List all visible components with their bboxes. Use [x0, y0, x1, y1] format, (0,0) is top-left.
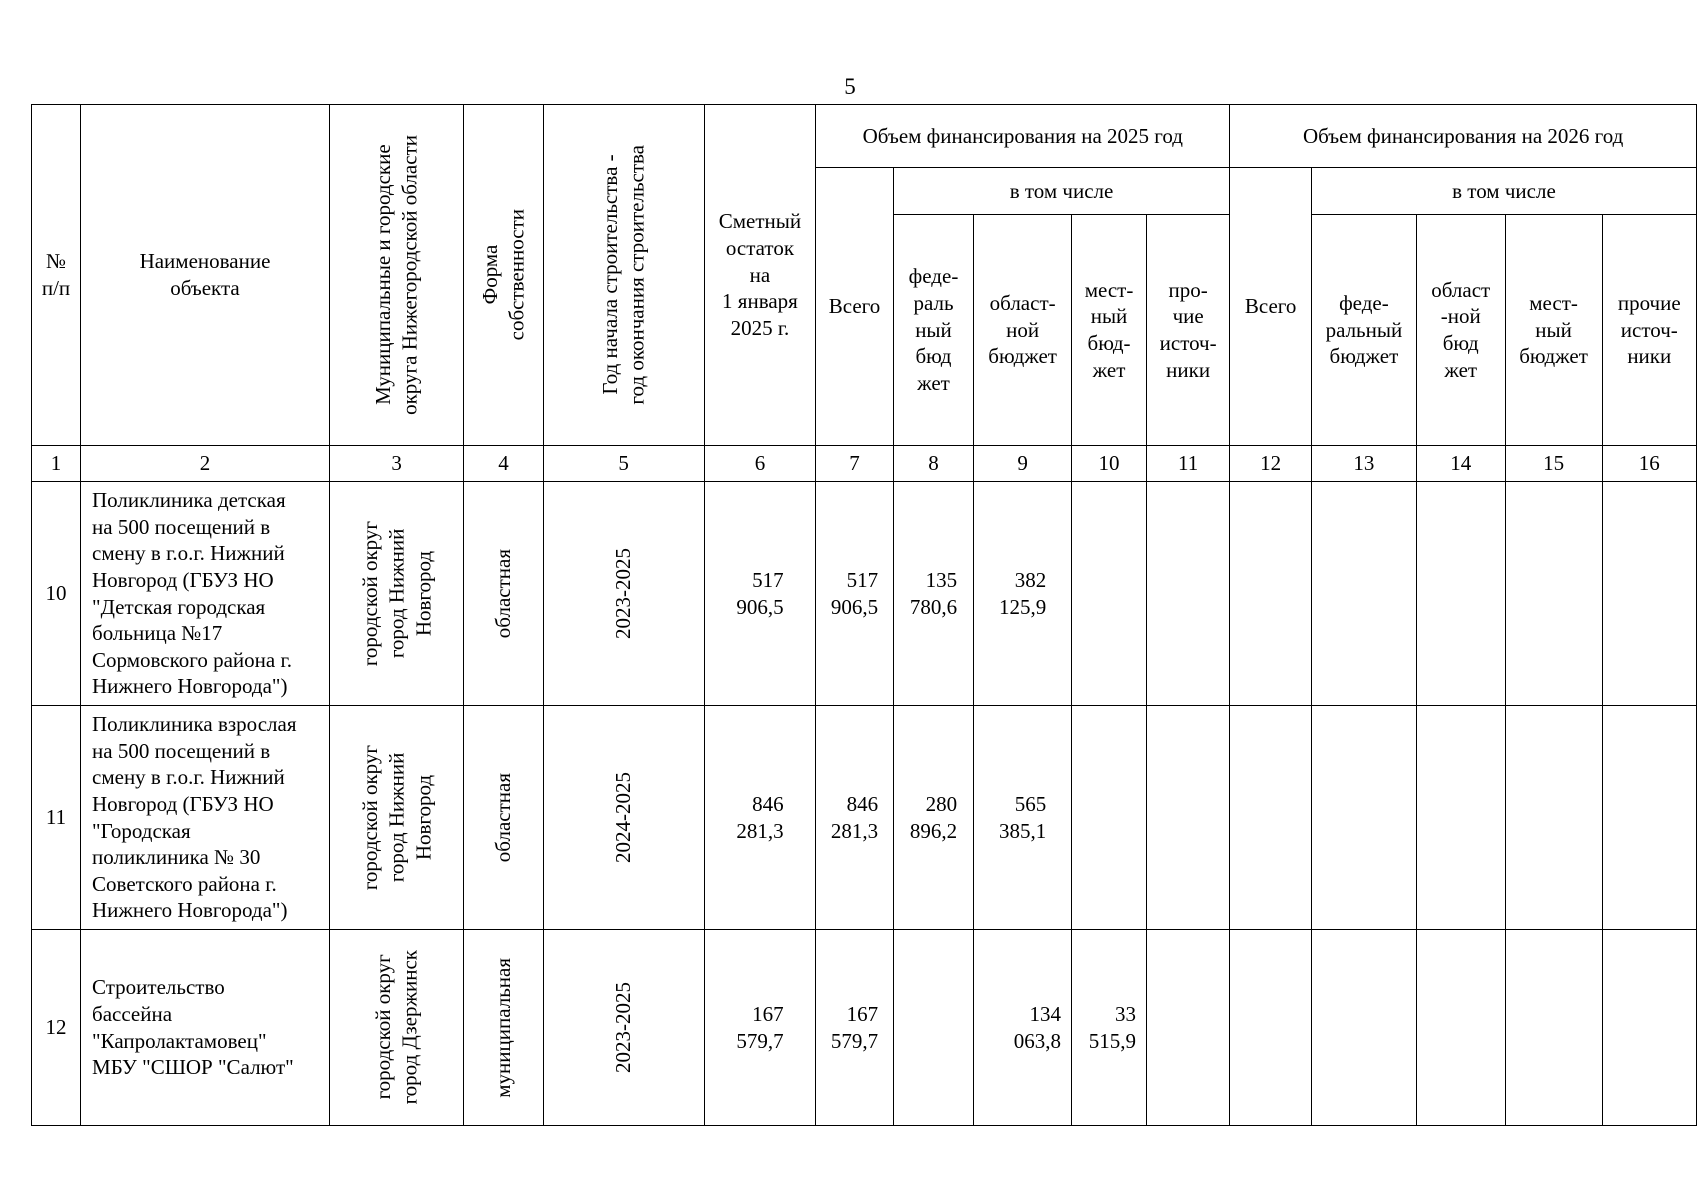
total-2026 — [1230, 930, 1312, 1126]
federal-2025: 280 896,2 — [893, 706, 974, 930]
column-number: 3 — [329, 446, 463, 482]
column-number: 9 — [974, 446, 1072, 482]
header-name: Наименование объекта — [81, 105, 330, 446]
regional-2026 — [1416, 930, 1505, 1126]
page-number: 5 — [844, 74, 856, 99]
row-num: 12 — [32, 930, 81, 1126]
ownership: областная — [464, 482, 543, 706]
row-num: 11 — [32, 706, 81, 930]
regional-2025: 565 385,1 — [974, 706, 1072, 930]
header-financing-2026: Объем финансирования на 2026 год — [1230, 105, 1697, 168]
object-name: Поликлиника детская на 500 посещений в смену в г.о.г. Нижний Новгород (ГБУЗ НО "Детская городская больница №17 Сормовского района г. Нижнего Новгорода") — [81, 482, 330, 706]
construction-years: 2024-2025 — [543, 706, 704, 930]
column-number: 15 — [1505, 446, 1602, 482]
header-local-2025: мест- ный бюд- жет — [1072, 215, 1147, 446]
local-2026 — [1505, 482, 1602, 706]
federal-2026 — [1311, 482, 1416, 706]
local-2025 — [1072, 482, 1147, 706]
other-2025 — [1146, 706, 1229, 930]
header-estimate: Сметный остаток на 1 января 2025 г. — [704, 105, 816, 446]
table-row — [32, 482, 1697, 706]
local-2026 — [1505, 706, 1602, 930]
column-number: 10 — [1072, 446, 1147, 482]
header-local-2026: мест- ный бюджет — [1505, 215, 1602, 446]
header-years: Год начала строительства - год окончания строительства — [543, 105, 704, 446]
estimate-balance: 167 579,7 — [704, 930, 816, 1126]
municipality: городской округ город Нижний Новгород — [329, 706, 463, 930]
header-federal-2025: феде- раль ный бюд жет — [893, 215, 974, 446]
header-federal-2026: феде- ральный бюджет — [1311, 215, 1416, 446]
estimate-balance: 846 281,3 — [704, 706, 816, 930]
header-ownership: Форма собственности — [464, 105, 543, 446]
header-municipality: Муниципальные и городские округа Нижегородской области — [329, 105, 463, 446]
local-2025: 33 515,9 — [1072, 930, 1147, 1126]
table-row — [32, 706, 1697, 930]
total-2026 — [1230, 706, 1312, 930]
total-2025: 517 906,5 — [816, 482, 893, 706]
column-number: 1 — [32, 446, 81, 482]
header-num: № п/п — [32, 105, 81, 446]
federal-2025 — [893, 930, 974, 1126]
other-2025 — [1146, 930, 1229, 1126]
column-number: 12 — [1230, 446, 1312, 482]
row-num: 10 — [32, 482, 81, 706]
regional-2026 — [1416, 706, 1505, 930]
other-2026 — [1602, 482, 1696, 706]
column-number: 6 — [704, 446, 816, 482]
local-2025 — [1072, 706, 1147, 930]
municipality: городской округ город Дзержинск — [329, 930, 463, 1126]
column-number: 5 — [543, 446, 704, 482]
header-regional-2026: област -ной бюд жет — [1416, 215, 1505, 446]
regional-2025: 134 063,8 — [974, 930, 1072, 1126]
column-number: 8 — [893, 446, 974, 482]
municipality: городской округ город Нижний Новгород — [329, 482, 463, 706]
column-number: 14 — [1416, 446, 1505, 482]
financing-table — [31, 104, 1697, 1126]
other-2026 — [1602, 930, 1696, 1126]
ownership: муниципальная — [464, 930, 543, 1126]
header-other-2026: прочие источ- ники — [1602, 215, 1696, 446]
object-name: Поликлиника взрослая на 500 посещений в смену в г.о.г. Нижний Новгород (ГБУЗ НО "Городская поликлиника № 30 Советского района г. Нижнего Новгорода") — [81, 706, 330, 930]
column-number: 11 — [1146, 446, 1229, 482]
object-name: Строительство бассейна "Капролактамовец" МБУ "СШОР "Салют" — [81, 930, 330, 1126]
federal-2025: 135 780,6 — [893, 482, 974, 706]
construction-years: 2023-2025 — [543, 930, 704, 1126]
construction-years: 2023-2025 — [543, 482, 704, 706]
total-2026 — [1230, 482, 1312, 706]
column-number: 7 — [816, 446, 893, 482]
column-number-row — [32, 446, 1697, 482]
column-number: 16 — [1602, 446, 1696, 482]
header-other-2025: про- чие источ- ники — [1146, 215, 1229, 446]
header-total-2026: Всего — [1230, 168, 1312, 446]
column-number: 4 — [464, 446, 543, 482]
column-number: 2 — [81, 446, 330, 482]
regional-2025: 382 125,9 — [974, 482, 1072, 706]
header-regional-2025: област- ной бюджет — [974, 215, 1072, 446]
total-2025: 167 579,7 — [816, 930, 893, 1126]
header-including-2025: в том числе — [893, 168, 1230, 215]
total-2025: 846 281,3 — [816, 706, 893, 930]
header-financing-2025: Объем финансирования на 2025 год — [816, 105, 1230, 168]
other-2025 — [1146, 482, 1229, 706]
header-total-2025: Всего — [816, 168, 893, 446]
local-2026 — [1505, 930, 1602, 1126]
header-including-2026: в том числе — [1311, 168, 1696, 215]
estimate-balance: 517 906,5 — [704, 482, 816, 706]
ownership: областная — [464, 706, 543, 930]
regional-2026 — [1416, 482, 1505, 706]
table-row — [32, 930, 1697, 1126]
federal-2026 — [1311, 930, 1416, 1126]
federal-2026 — [1311, 706, 1416, 930]
other-2026 — [1602, 706, 1696, 930]
column-number: 13 — [1311, 446, 1416, 482]
